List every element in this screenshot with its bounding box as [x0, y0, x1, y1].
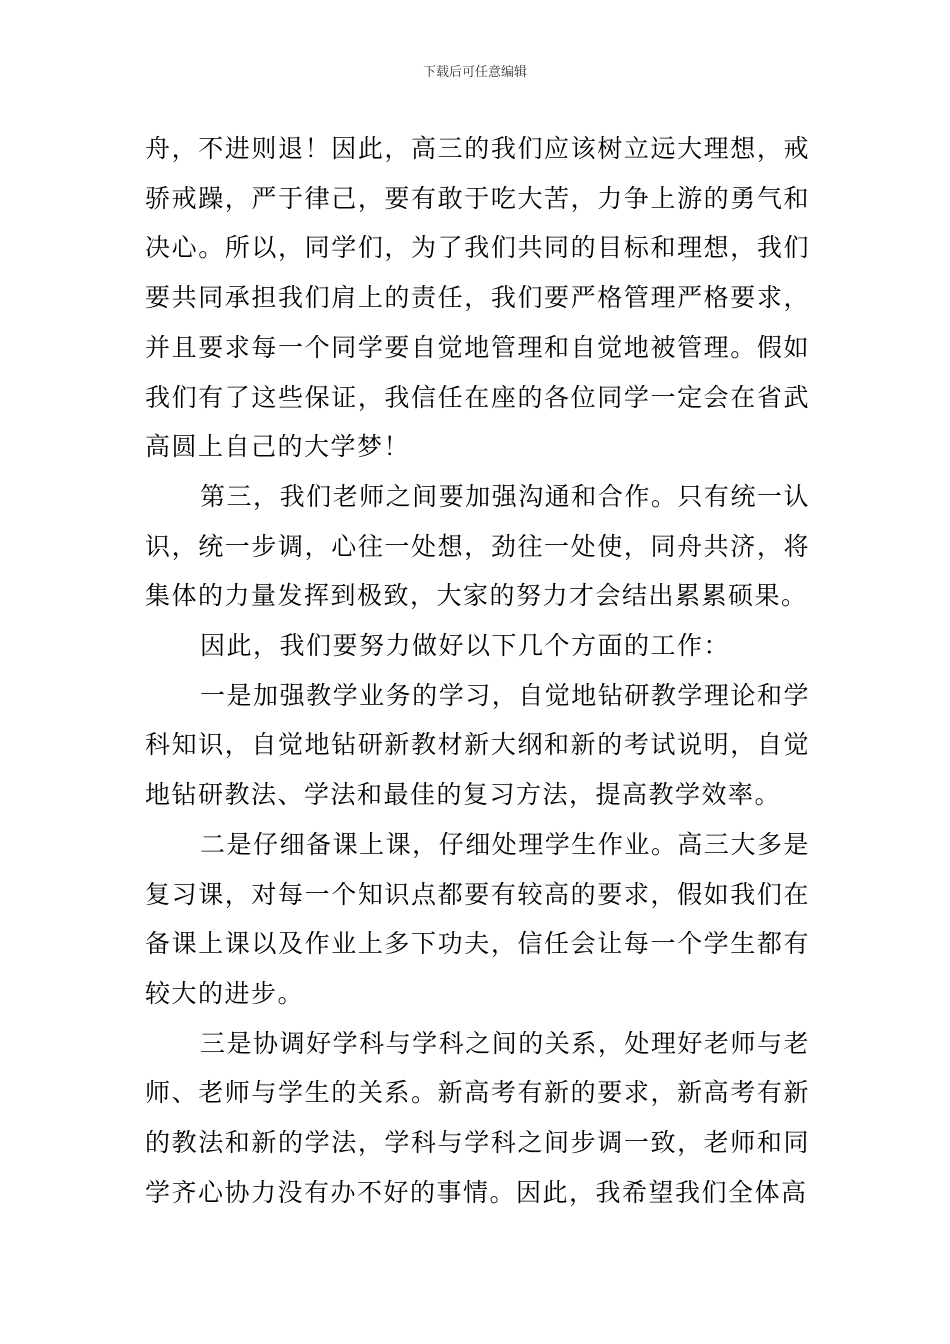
paragraph-5: 二是仔细备课上课，仔细处理学生作业。高三大多是复习课，对每一个知识点都要有较高的要求，假如我们在备课上课以及作业上多下功夫，信任会让每一个学生都有较大的进步。 — [145, 829, 810, 1008]
paragraph-4: 一是加强教学业务的学习，自觉地钻研教学理论和学科知识，自觉地钻研新教材新大纲和新的考试说明，自觉地钻研教法、学法和最佳的复习方法，提高教学效率。 — [145, 680, 810, 810]
document-body — [145, 124, 810, 1217]
page-header-note: 下载后可任意编辑 — [422, 65, 527, 80]
paragraph-3: 因此，我们要努力做好以下几个方面的工作： — [200, 631, 731, 661]
paragraph-6: 三是协调好学科与学科之间的关系，处理好老师与老师、老师与学生的关系。新高考有新的要求，新高考有新的教法和新的学法，学科与学科之间步调一致，老师和同学齐心协力没有办不好的事情。因此，我希望我们全体高 — [145, 1028, 810, 1207]
paragraph-1: 舟，不进则退！因此，高三的我们应该树立远大理想，戒骄戒躁，严于律己，要有敢于吃大苦，力争上游的勇气和决心。所以，同学们，为了我们共同的目标和理想，我们要共同承担我们肩上的责任，我们要严格管理严格要求，并且要求每一个同学要自觉地管理和自觉地被管理。假如我们有了这些保证，我信任在座的各位同学一定会在省武高圆上自己的大学梦！ — [145, 134, 810, 462]
paragraph-2: 第三，我们老师之间要加强沟通和合作。只有统一认识，统一步调，心往一处想，劲往一处使，同舟共济，将集体的力量发挥到极致，大家的努力才会结出累累硕果。 — [145, 481, 810, 611]
